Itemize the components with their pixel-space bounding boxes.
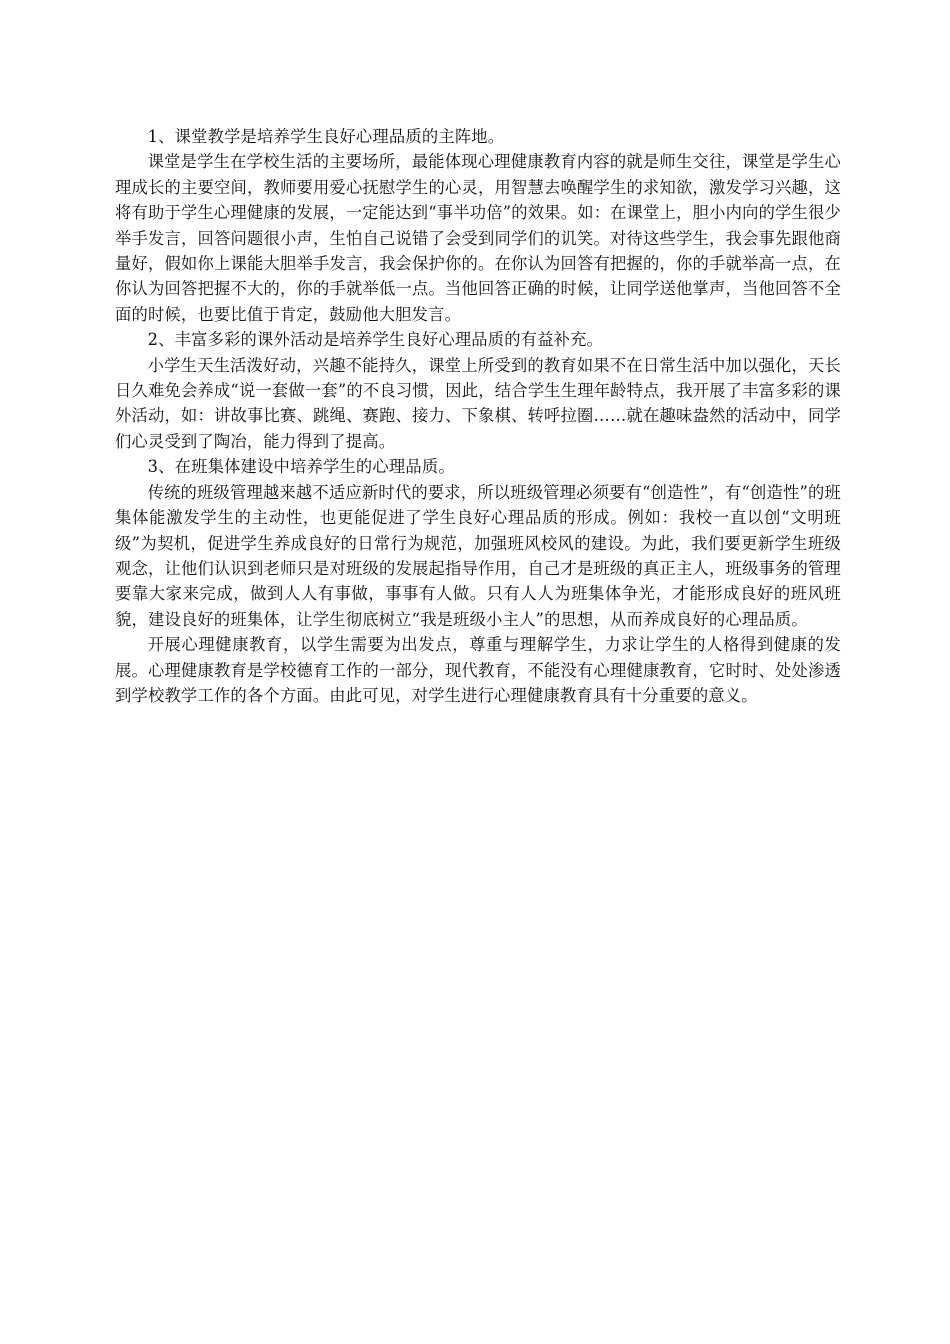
- document-page: [115, 124, 841, 708]
- body-paragraph: 传统的班级管理越来越不适应新时代的要求，所以班级管理必须要有“创造性”，有“创造性”的班集体能激发学生的主动性，也更能促进了学生良好心理品质的形成。例如：我校一直以创“文明班级”为契机，促进学生养成良好的日常行为规范，加强班风校风的建设。为此，我们要更新学生班级观念，让他们认识到老师只是对班级的发展起指导作用，自己才是班级的真正主人，班级事务的管理要靠大家来完成，做到人人有事做，事事有人做。只有人人为班集体争光，才能形成良好的班风班貌，建设良好的班集体，让学生彻底树立“我是班级小主人”的思想，从而养成良好的心理品质。: [115, 482, 841, 629]
- section-heading-2: 2、丰富多彩的课外活动是培养学生良好心理品质的有益补充。: [147, 330, 604, 350]
- body-paragraph: 小学生天生活泼好动，兴趣不能持久，课堂上所受到的教育如果不在日常生活中加以强化，天长日久难免会养成“说一套做一套”的不良习惯，因此，结合学生生理年龄特点，我开展了丰富多彩的课外活动，如：讲故事比赛、跳绳、赛跑、接力、下象棋、转呼拉圈……就在趣味盎然的活动中，同学们心灵受到了陶冶，能力得到了提高。: [115, 355, 841, 451]
- conclusion-paragraph: 开展心理健康教育，以学生需要为出发点，尊重与理解学生，力求让学生的人格得到健康的发展。心理健康教育是学校德育工作的一部分，现代教育，不能没有心理健康教育，它时时、处处渗透到学校教学工作的各个方面。由此可见，对学生进行心理健康教育具有十分重要的意义。: [115, 635, 841, 705]
- section-heading-1: 1、课堂教学是培养学生良好心理品质的主阵地。: [147, 127, 505, 146]
- body-paragraph: 课堂是学生在学校生活的主要场所，最能体现心理健康教育内容的就是师生交往，课堂是学生心理成长的主要空间，教师要用爱心抚慰学生的心灵，用智慧去唤醒学生的求知欲，激发学习兴趣，这将有助于学生心理健康的发展，一定能达到“事半功倍”的效果。如：在课堂上，胆小内向的学生很少举手发言，回答问题很小声，生怕自己说错了会受到同学们的讥笑。对待这些学生，我会事先跟他商量好，假如你上课能大胆举手发言，我会保护你的。在你认为回答有把握的，你的手就举高一点，在你认为回答把握不大的，你的手就举低一点。当他回答正确的时候，让同学送他掌声，当他回答不全面的时候，也要比值于肯定，鼓励他大胆发言。: [115, 152, 841, 324]
- section-heading-3: 3、在班集体建设中培养学生的心理品质。: [147, 457, 455, 477]
